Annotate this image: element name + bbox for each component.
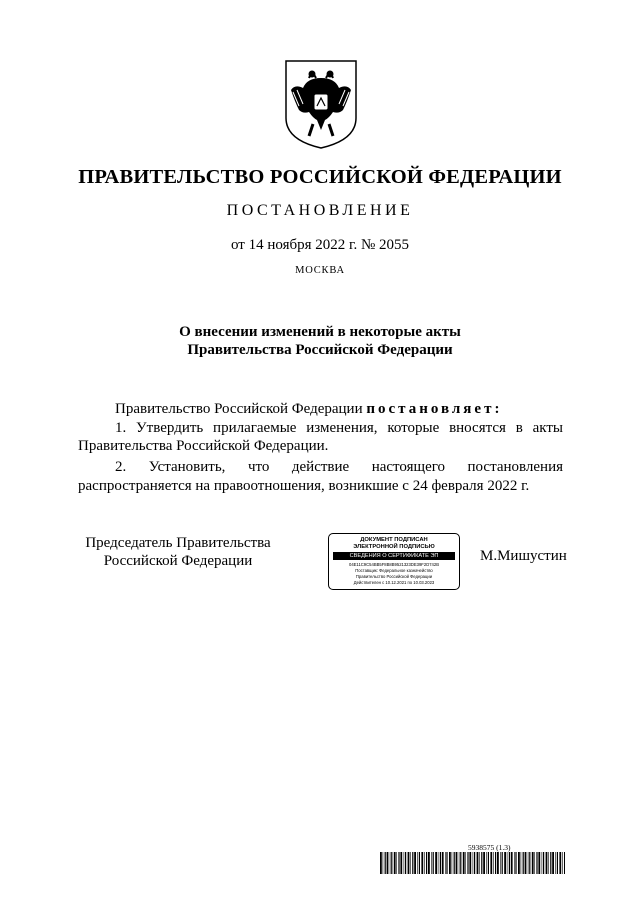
stamp-validity: Действителен с 10.12.2021 по 10.03.2023	[353, 580, 435, 585]
item-2-line-2: распространяется на правоотношения, возникшие с 24 февраля 2022 г.	[78, 478, 530, 494]
position-line-2: Российской Федерации	[103, 553, 253, 569]
stamp-line-2: ЭЛЕКТРОННОЙ ПОДПИСЬЮ	[353, 544, 435, 550]
barcode-icon	[380, 852, 565, 874]
intro-paragraph	[78, 400, 563, 418]
stamp-certificate-header: СВЕДЕНИЯ О СЕРТИФИКАТЕ ЭП	[333, 552, 455, 560]
organization-title: ПРАВИТЕЛЬСТВО РОССИЙСКОЙ ФЕДЕРАЦИИ	[78, 166, 562, 188]
signatory-name: М.Мишустин	[480, 548, 567, 564]
date-and-number: от 14 ноября 2022 г. № 2055	[230, 237, 410, 253]
resolves-word: постановляет:	[366, 401, 503, 417]
document-title	[0, 323, 640, 359]
intro-text: Правительство Российской Федерации	[115, 401, 367, 417]
signatory-position	[78, 534, 278, 570]
item-2-line-1: 2. Установить, что действие настоящего постановления	[115, 459, 563, 475]
title-line-2: Правительства Российской Федерации	[187, 342, 453, 358]
position-line-1: Председатель Правительства	[85, 535, 271, 551]
document-type: ПОСТАНОВЛЕНИЕ	[226, 202, 414, 219]
stamp-serial: 04E11C9C54BB5F8B8B9521323DE39F2D742B	[348, 562, 440, 567]
item-1-line-1	[78, 419, 563, 437]
stamp-issuer: Поставщик: Федеральное казначейство	[355, 568, 433, 573]
barcode-number: 5938575 (1.3)	[468, 843, 511, 852]
item-1-line-2: Правительства Российской Федерации.	[78, 438, 329, 454]
coat-of-arms-emblem-icon	[283, 58, 359, 150]
item-1-text: 1. Утвердить прилагаемые изменения, которые вносятся в акты	[115, 420, 563, 436]
title-line-1: О внесении изменений в некоторые акты	[179, 324, 461, 340]
electronic-signature-stamp	[328, 533, 460, 590]
stamp-owner: Правительство Российской Федерации	[355, 574, 433, 579]
city: МОСКВА	[295, 265, 345, 276]
stamp-line-1: ДОКУМЕНТ ПОДПИСАН	[360, 537, 428, 543]
